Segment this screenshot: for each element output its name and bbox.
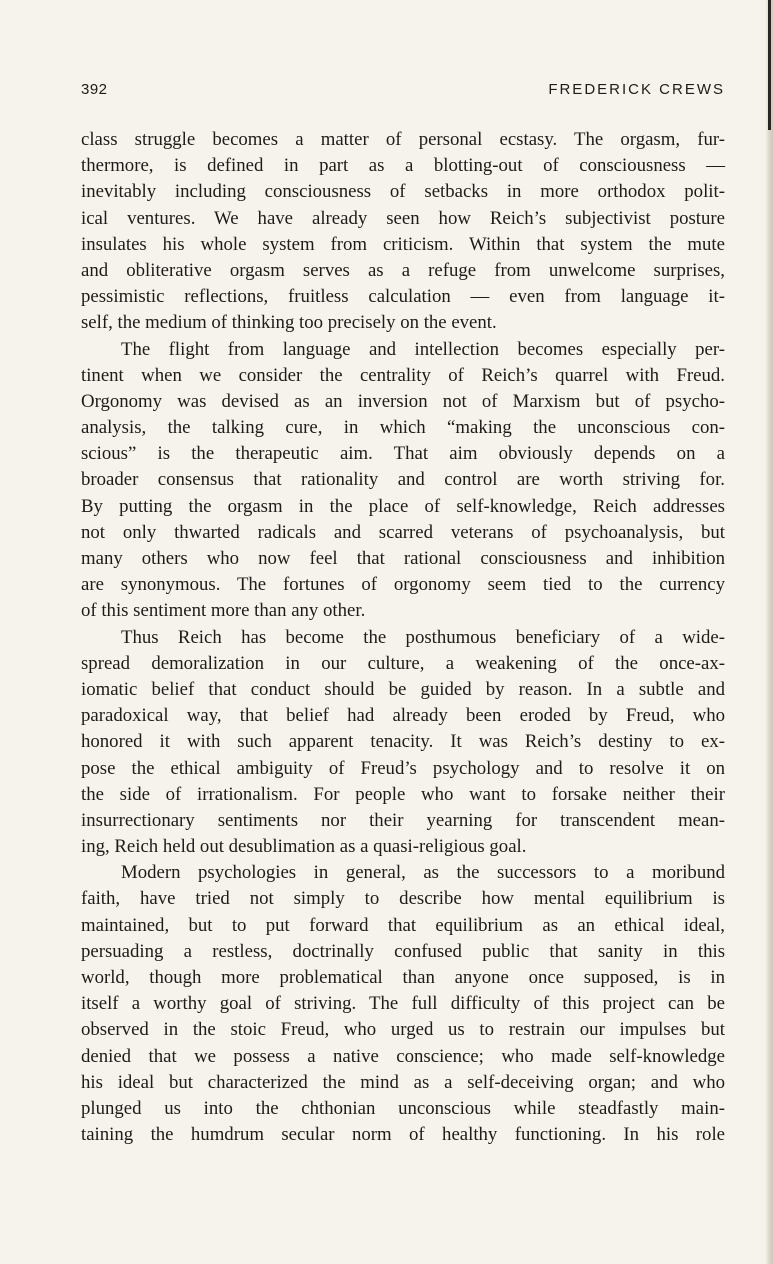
paragraph — [81, 127, 725, 337]
text-line: class struggle becomes a matter of personal ecstasy. The orgasm, fur- — [81, 129, 725, 150]
text-line: honored it with such apparent tenacity. It was Reich’s destiny to ex- — [81, 731, 725, 753]
paragraph — [81, 625, 725, 861]
text-line: pose the ethical ambiguity of Freud’s psychology and to resolve it on — [81, 757, 725, 779]
text-line: itself a worthy goal of striving. The full difficulty of this project can be — [81, 993, 725, 1015]
text-line: denied that we possess a native conscience; who made self-knowledge — [81, 1045, 725, 1067]
text-line: the side of irrationalism. For people who want to forsake neither their — [81, 783, 725, 805]
text-line: analysis, the talking cure, in which “making the unconscious con- — [81, 417, 725, 439]
page-number: 392 — [81, 81, 108, 98]
text-line: iomatic belief that conduct should be guided by reason. In a subtle and — [81, 678, 725, 700]
text-line: thermore, is defined in part as a blotting-out of consciousness — — [81, 155, 725, 177]
text-line: Thus Reich has become the posthumous beneficiary of a wide- — [121, 626, 725, 648]
text-line: taining the humdrum secular norm of healthy functioning. In his role — [81, 1124, 725, 1146]
text-line: paradoxical way, that belief had already been eroded by Freud, who — [81, 705, 725, 727]
text-line: not only thwarted radicals and scarred veterans of psychoanalysis, but — [81, 521, 725, 543]
text-line: broader consensus that rationality and control are worth striving for. — [81, 469, 725, 491]
text-line: his ideal but characterized the mind as a self-deceiving organ; and who — [81, 1071, 725, 1093]
text-line: spread demoralization in our culture, a weakening of the once-ax- — [81, 652, 725, 674]
body-text — [81, 127, 725, 1148]
text-line: are synonymous. The fortunes of orgonomy seem tied to the currency — [81, 574, 725, 596]
text-line: self, the medium of thinking too precisely on the event. — [81, 312, 497, 334]
text-line: persuading a restless, doctrinally confused public that sanity in this — [81, 940, 725, 962]
text-line: The flight from language and intellection becomes especially per- — [121, 338, 725, 360]
text-line: and obliterative orgasm serves as a refuge from unwelcome surprises, — [81, 259, 725, 281]
text-line: tinent when we consider the centrality of Reich’s quarrel with Freud. — [81, 364, 725, 386]
text-line: many others who now feel that rational consciousness and inhibition — [81, 548, 725, 569]
text-line: faith, have tried not simply to describe how mental equilibrium is — [81, 888, 725, 910]
text-line: By putting the orgasm in the place of self-knowledge, Reich addresses — [81, 495, 725, 517]
paragraph — [81, 860, 725, 1148]
page-header — [81, 81, 725, 103]
text-line: maintained, but to put forward that equilibrium as an ethical ideal, — [81, 914, 725, 936]
text-line: Modern psychologies in general, as the successors to a moribund — [121, 862, 725, 884]
text-line: observed in the stoic Freud, who urged us to restrain our impulses but — [81, 1019, 725, 1041]
text-line: scious” is the therapeutic aim. That aim obviously depends on a — [81, 443, 725, 465]
text-line: pessimistic reflections, fruitless calculation — even from language it- — [81, 286, 725, 308]
text-line: inevitably including consciousness of setbacks in more orthodox polit- — [81, 181, 725, 203]
text-line: Orgonomy was devised as an inversion not of Marxism but of psycho- — [81, 390, 725, 412]
page-edge-shadow — [765, 0, 773, 1264]
paragraph — [81, 337, 725, 625]
text-line: ical ventures. We have already seen how Reich’s subjectivist posture — [81, 207, 725, 229]
text-line: ing, Reich held out desublimation as a quasi-religious goal. — [81, 836, 527, 858]
text-line: plunged us into the chthonian unconscious while steadfastly main- — [81, 1097, 725, 1119]
text-line: world, though more problematical than anyone once supposed, is in — [81, 967, 725, 988]
running-head: FREDERICK CREWS — [548, 81, 725, 98]
text-line: insurrectionary sentiments nor their yearning for transcendent mean- — [81, 809, 725, 831]
text-line: insulates his whole system from criticism. Within that system the mute — [81, 233, 725, 255]
text-line: of this sentiment more than any other. — [81, 600, 366, 622]
page-edge-mark — [768, 0, 771, 130]
